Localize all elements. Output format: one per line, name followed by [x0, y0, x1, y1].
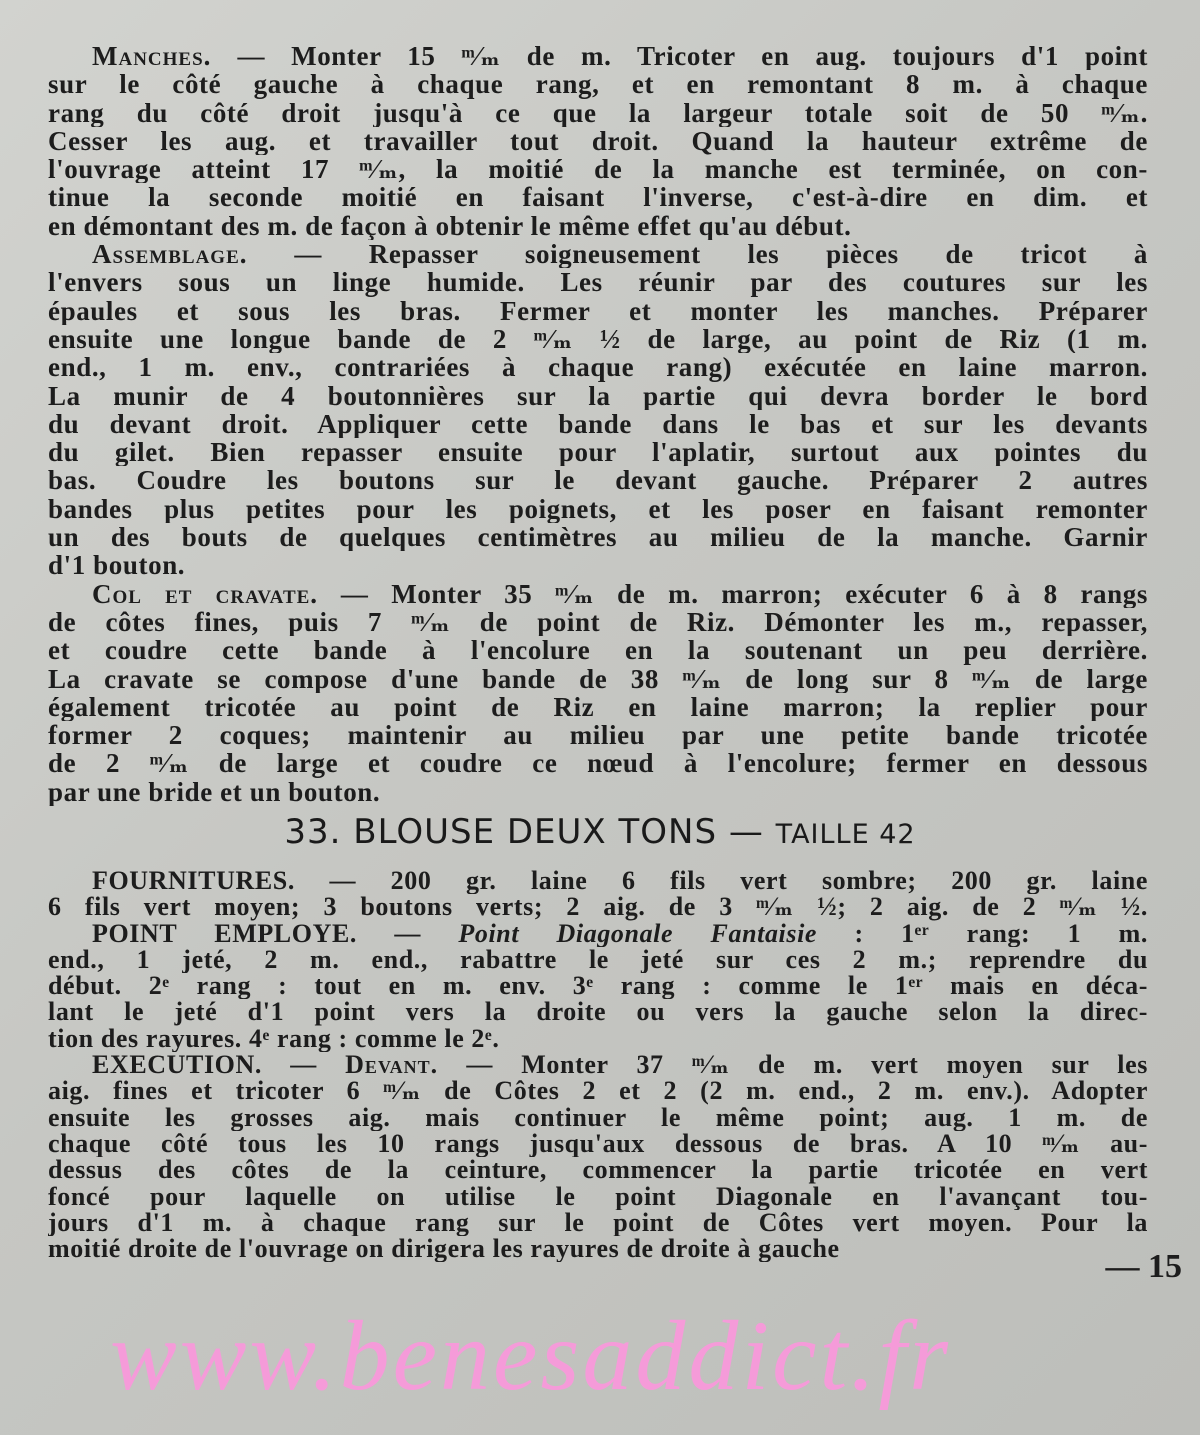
text-line	[48, 749, 1148, 777]
text-segment: Cesser les aug. et travailler tout droit. Quand la hauteur extrême de	[48, 126, 1148, 156]
text-segment: début. 2ᵉ rang : tout en m. env. 3ᵉ rang : comme le 1ᵉʳ mais en déca-	[48, 973, 1148, 1000]
text-line	[48, 353, 1148, 381]
text-segment: ensuite une longue bande de 2 ᵐ⁄ₘ ½ de large, au point de Riz (1 m.	[48, 324, 1148, 354]
title-main: 33. BLOUSE DEUX TONS —	[284, 812, 776, 852]
text-line	[48, 608, 1148, 636]
text-segment: — Monter 15 ᵐ⁄ₘ de m. Tricoter en aug. toujours d'1 point	[211, 42, 1148, 71]
text-segment: tinue la seconde moitié en faisant l'inverse, c'est-à-dire en dim. et	[48, 183, 1148, 212]
text-line	[48, 665, 1148, 693]
text-line	[48, 42, 1148, 70]
text-segment: jours d'1 m. à chaque rang sur le point de Côtes vert moyen. Pour la	[48, 1209, 1148, 1237]
text-line	[48, 268, 1148, 296]
text-line	[48, 1236, 1148, 1262]
section-heading: Devant.	[345, 1052, 439, 1079]
text-segment: de côtes fines, puis 7 ᵐ⁄ₘ de point de Riz. Démonter les m., repasser,	[48, 607, 1148, 637]
text-segment: épaules et sous les bras. Fermer et monter les manches. Préparer	[48, 296, 1148, 325]
page-number: — 15	[1105, 1248, 1182, 1285]
text-line	[48, 551, 1148, 579]
text-segment: du devant droit. Appliquer cette bande dans le bas et sur les devants	[48, 409, 1148, 439]
text-segment: l'envers sous un linge humide. Les réunir par des coutures sur les	[48, 268, 1148, 297]
text-line	[48, 382, 1148, 410]
text-line	[48, 183, 1148, 211]
text-line	[48, 127, 1148, 155]
text-segment: end., 1 m. env., contrariées à chaque rang) exécutée en laine marron.	[48, 353, 1148, 382]
text-line	[48, 999, 1148, 1025]
text-segment: 6 fils vert moyen; 3 boutons verts; 2 aig. de 3 ᵐ⁄ₘ ½; 2 aig. de 2 ᵐ⁄ₘ ½.	[48, 894, 1148, 921]
text-segment: : 1ᵉʳ rang: 1 m.	[817, 920, 1148, 947]
text-line	[48, 778, 1148, 806]
text-segment: par une bride et un bouton.	[48, 777, 381, 807]
text-line	[48, 99, 1148, 127]
text-segment: ensuite les grosses aig. mais continuer le même point; aug. 1 m. de	[48, 1104, 1148, 1131]
text-segment: POINT EMPLOYE.	[92, 920, 357, 947]
text-line	[48, 438, 1148, 466]
text-segment: du gilet. Bien repasser ensuite pour l'aplatir, surtout aux pointes du	[48, 438, 1148, 467]
text-segment: lant le jeté d'1 point vers la droite ou vers la gauche selon la direc-	[48, 999, 1148, 1026]
text-line	[48, 921, 1148, 947]
section-heading: Assemblage.	[92, 240, 248, 269]
text-line	[48, 523, 1148, 551]
text-segment: La cravate se compose d'une bande de 38 ᵐ⁄ₘ de long sur 8 ᵐ⁄ₘ de large	[48, 664, 1148, 693]
stitch-name: Point Diagonale Fantaisie	[458, 920, 818, 947]
text-segment: également tricotée au point de Riz en laine marron; la replier pour	[48, 692, 1148, 722]
text-segment: bas. Coudre les boutons sur le devant gauche. Préparer 2 autres	[48, 466, 1148, 495]
text-line	[48, 240, 1148, 268]
text-segment: — Repasser soigneusement les pièces de tricot à	[247, 240, 1148, 269]
text-line	[48, 70, 1148, 98]
text-segment: La munir de 4 boutonnières sur la partie qui devra border le bord	[48, 381, 1148, 410]
section-heading: Col et cravate.	[92, 579, 319, 608]
text-line	[48, 1078, 1148, 1104]
text-line	[48, 693, 1148, 721]
text-segment: rang du côté droit jusqu'à ce que la largeur totale soit de 50 ᵐ⁄ₘ.	[48, 98, 1148, 127]
text-line	[48, 973, 1148, 999]
text-segment: et coudre cette bande à l'encolure en la soutenant un peu derrière.	[48, 636, 1148, 665]
text-line	[48, 947, 1148, 973]
text-line	[48, 1184, 1148, 1210]
text-line	[48, 894, 1148, 920]
text-segment: moitié droite de l'ouvrage on dirigera les rayures de droite à gauche	[48, 1236, 840, 1263]
section-gilet-instructions	[48, 42, 1148, 806]
text-segment: —	[261, 1052, 346, 1079]
title-size: TAILLE 42	[775, 819, 916, 850]
text-segment: en démontant des m. de façon à obtenir le même effet qu'au début.	[48, 211, 852, 241]
text-line	[48, 495, 1148, 523]
text-line	[48, 1131, 1148, 1157]
section-heading: Manches.	[92, 42, 212, 71]
text-segment: d'1 bouton.	[48, 551, 186, 580]
text-segment: sur le côté gauche à chaque rang, et en remontant 8 m. à chaque	[48, 70, 1148, 99]
text-segment: EXECUTION.	[92, 1052, 262, 1079]
text-line	[48, 1157, 1148, 1183]
text-segment: end., 1 jeté, 2 m. end., rabattre le jeté sur ces 2 m.; reprendre du	[48, 946, 1148, 974]
text-segment: l'ouvrage atteint 17 ᵐ⁄ₘ, la moitié de la manche est terminée, on con-	[48, 155, 1148, 184]
text-line	[48, 868, 1148, 894]
text-segment: dessus des côtes de la ceinture, commencer la partie tricotée en vert	[48, 1157, 1148, 1184]
text-line	[48, 721, 1148, 749]
text-line	[48, 325, 1148, 353]
text-line	[48, 636, 1148, 664]
text-line	[48, 1105, 1148, 1131]
text-segment: tion des rayures. 4ᵉ rang : comme le 2ᵉ.	[48, 1025, 500, 1053]
text-segment: aig. fines et tricoter 6 ᵐ⁄ₘ de Côtes 2 et 2 (2 m. end., 2 m. env.). Adopter	[48, 1078, 1148, 1105]
text-line	[48, 155, 1148, 183]
text-line	[48, 212, 1148, 240]
text-line	[48, 466, 1148, 494]
text-line	[48, 1210, 1148, 1236]
text-segment: bandes plus petites pour les poignets, et les poser en faisant remonter	[48, 494, 1148, 524]
text-segment: —	[357, 920, 459, 947]
section-blouse-instructions	[48, 868, 1148, 1262]
text-line	[48, 1026, 1148, 1052]
text-segment: — 200 gr. laine 6 fils vert sombre; 200 gr. laine	[294, 868, 1148, 895]
text-segment: un des bouts de quelques centimètres au milieu de la manche. Garnir	[48, 523, 1148, 552]
text-line	[48, 410, 1148, 438]
watermark: www.benesaddict.fr	[110, 1300, 952, 1411]
pattern-title	[0, 812, 1200, 852]
text-segment: de 2 ᵐ⁄ₘ de large et coudre ce nœud à l'encolure; fermer en dessous	[48, 749, 1148, 778]
text-segment: FOURNITURES.	[92, 868, 295, 895]
text-segment: former 2 coques; maintenir au milieu par une petite bande tricotée	[48, 721, 1148, 750]
text-line	[48, 580, 1148, 608]
text-segment: chaque côté tous les 10 rangs jusqu'aux dessous de bras. A 10 ᵐ⁄ₘ au-	[48, 1130, 1148, 1158]
text-segment: — Monter 37 ᵐ⁄ₘ de m. vert moyen sur les	[438, 1052, 1148, 1079]
text-segment: foncé pour laquelle on utilise le point Diagonale en l'avançant tou-	[48, 1183, 1148, 1210]
text-line	[48, 1052, 1148, 1078]
text-line	[48, 297, 1148, 325]
text-segment: — Monter 35 ᵐ⁄ₘ de m. marron; exécuter 6 à 8 rangs	[318, 579, 1148, 608]
